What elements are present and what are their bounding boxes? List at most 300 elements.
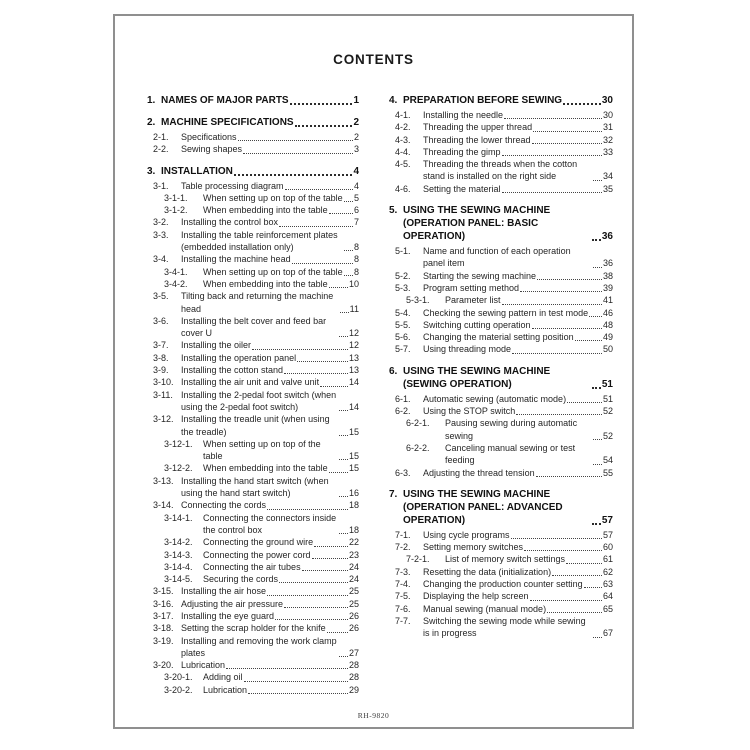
toc-entry xyxy=(147,352,359,364)
toc-entry-page: 39 xyxy=(602,282,613,293)
toc-entry xyxy=(147,671,359,683)
toc-entry-number: 3-7. xyxy=(153,340,169,351)
dotted-leader xyxy=(302,570,348,571)
toc-column-right xyxy=(389,94,613,696)
dotted-leader xyxy=(329,287,348,288)
toc-entry-title: Installing the control box xyxy=(181,217,279,228)
dotted-leader xyxy=(502,304,602,305)
toc-entry-title: Connecting the ground wire xyxy=(203,537,314,548)
toc-entry-number: 1. xyxy=(147,95,156,106)
toc-entry-number: 3-20-2. xyxy=(164,684,193,695)
dotted-leader xyxy=(520,291,602,292)
toc-entry xyxy=(147,635,359,660)
toc-entry-number: 6. xyxy=(389,365,398,377)
toc-entry-number: 5-6. xyxy=(395,332,411,343)
toc-entry-page: 18 xyxy=(348,500,359,511)
dotted-leader xyxy=(312,558,348,559)
dotted-leader xyxy=(592,523,601,525)
dotted-leader xyxy=(532,328,602,329)
toc-entry-page: 25 xyxy=(348,586,359,597)
toc-entry-page: 48 xyxy=(602,319,613,330)
toc-entry xyxy=(389,615,613,640)
dotted-leader xyxy=(248,693,348,694)
toc-entry-number: 5-7. xyxy=(395,344,411,355)
dotted-leader xyxy=(593,180,602,181)
dotted-leader xyxy=(547,612,602,613)
toc-entry-title: Installing the treadle unit (when using the treadle) xyxy=(181,414,330,437)
toc-entry xyxy=(147,549,359,561)
toc-entry-page: 14 xyxy=(348,377,359,388)
toc-entry-page: 62 xyxy=(602,566,613,577)
dotted-leader xyxy=(252,349,348,350)
toc-entry-number: 7-2-1. xyxy=(406,554,430,565)
dotted-leader xyxy=(339,435,348,436)
toc-entry xyxy=(147,512,359,537)
toc-entry-page: 38 xyxy=(602,270,613,281)
toc-entry-page: 26 xyxy=(348,610,359,621)
toc-entry-number: 3-12. xyxy=(153,414,174,425)
toc-entry-title: Adjusting the thread tension xyxy=(423,467,535,478)
dotted-leader xyxy=(524,550,602,551)
toc-entry-title: Setting memory switches xyxy=(423,542,524,553)
toc-entry xyxy=(389,282,613,294)
toc-entry-page: 13 xyxy=(348,352,359,363)
toc-entry xyxy=(389,566,613,578)
toc-entry-page: 31 xyxy=(602,122,613,133)
toc-entry xyxy=(389,146,613,158)
toc-entry xyxy=(389,121,613,133)
toc-entry-page: 51 xyxy=(601,378,613,390)
toc-entry-title: Switching the sewing mode while sewing is in progress xyxy=(423,615,586,639)
toc-entry-number: 7-4. xyxy=(395,579,411,590)
dotted-leader xyxy=(267,595,348,596)
toc-entry-page: 12 xyxy=(348,340,359,351)
toc-entry xyxy=(389,417,613,442)
dotted-leader xyxy=(593,637,602,638)
toc-entry-number: 5. xyxy=(389,205,398,217)
toc-entry-title: Pausing sewing during automatic sewing xyxy=(445,418,578,441)
toc-entry-number: 3-17. xyxy=(153,610,174,621)
dotted-leader xyxy=(532,143,602,144)
toc-entry-title: Parameter list xyxy=(445,295,501,306)
toc-entry-page: 23 xyxy=(348,549,359,560)
dotted-leader xyxy=(285,189,353,190)
dotted-leader xyxy=(340,312,349,313)
dotted-leader xyxy=(563,103,601,105)
toc-entry-number: 2. xyxy=(147,117,156,128)
toc-entry-number: 3-6. xyxy=(153,315,169,326)
toc-entry-page: 36 xyxy=(602,258,613,269)
toc-entry-title: Installing the operation panel xyxy=(181,352,297,363)
toc-entry-page: 29 xyxy=(348,684,359,695)
toc-entry-page: 63 xyxy=(602,579,613,590)
toc-entry-number: 3-14-1. xyxy=(164,512,193,523)
dotted-leader xyxy=(238,140,353,141)
toc-entry xyxy=(147,94,359,107)
dotted-leader xyxy=(593,439,602,440)
toc-entry-number: 6-2-1. xyxy=(406,418,430,429)
toc-entry-title: Changing the material setting position xyxy=(423,332,574,343)
dotted-leader xyxy=(295,125,353,127)
toc-entry-page: 28 xyxy=(348,660,359,671)
dotted-leader xyxy=(244,681,348,682)
toc-entry xyxy=(147,585,359,597)
toc-entry-title: Tilting back and returning the machine head xyxy=(181,291,334,314)
toc-entry-title: Threading the threads when the cotton stand is installed on the right side xyxy=(423,159,578,182)
toc-entry-title: Manual sewing (manual mode) xyxy=(423,603,547,614)
toc-entry-title: Using threading mode xyxy=(423,344,512,355)
toc-entry-title: When embedding into the table xyxy=(203,205,328,216)
toc-entry-number: 2-1. xyxy=(153,132,169,142)
toc-entry-page: 11 xyxy=(349,303,359,314)
toc-entry xyxy=(389,319,613,331)
toc-entry-number: 3-11. xyxy=(153,389,173,400)
toc-entry xyxy=(147,315,359,340)
toc-entry xyxy=(389,183,613,195)
toc-entry xyxy=(147,278,359,290)
toc-entry xyxy=(389,134,613,146)
toc-entry-title: Installing the belt cover and feed bar cover U xyxy=(181,315,327,339)
dotted-leader xyxy=(339,459,348,460)
dotted-leader xyxy=(339,410,348,411)
toc-entry-title: Connecting the air tubes xyxy=(203,561,301,572)
dotted-leader xyxy=(314,546,348,547)
toc-entry-number: 5-2. xyxy=(395,270,411,281)
toc-entry xyxy=(147,499,359,511)
toc-entry xyxy=(147,143,359,155)
dotted-leader xyxy=(320,386,348,387)
dotted-leader xyxy=(329,213,353,214)
toc-entry-page: 51 xyxy=(602,393,613,404)
footer-model-code: RH-9820 xyxy=(357,711,390,720)
toc-entry-number: 6-2-2. xyxy=(406,442,430,453)
dotted-leader xyxy=(537,279,602,280)
toc-entry-number: 3-20. xyxy=(153,660,174,671)
toc-entry-page: 50 xyxy=(602,344,613,355)
dotted-leader xyxy=(575,340,602,341)
dotted-leader xyxy=(292,263,353,264)
toc-entry-title: When setting up on top of the table xyxy=(203,266,343,277)
toc-entry xyxy=(147,462,359,474)
toc-entry-page: 15 xyxy=(348,451,359,462)
toc-entry-page: 67 xyxy=(602,628,613,639)
toc-entry-number: 6-2. xyxy=(395,406,411,417)
toc-entry xyxy=(147,659,359,671)
toc-entry-title: Installing the table reinforcement plates (embedded installation only) xyxy=(181,229,338,253)
toc-entry-page: 28 xyxy=(348,672,359,683)
toc-entry-page: 33 xyxy=(602,146,613,157)
toc-entry-title: When embedding into the table xyxy=(203,278,328,289)
toc-entry-page: 15 xyxy=(348,426,359,437)
toc-entry-page: 57 xyxy=(601,514,613,526)
toc-entry xyxy=(147,622,359,634)
toc-entry-title: Program setting method xyxy=(423,282,520,293)
toc-entry-page: 30 xyxy=(601,95,613,106)
toc-entry-title: When setting up on top of the table xyxy=(203,438,321,462)
dotted-leader xyxy=(339,336,348,337)
toc-entry-number: 7-5. xyxy=(395,591,411,602)
dotted-leader xyxy=(243,153,353,154)
toc-entry-title: Resetting the data (initialization) xyxy=(423,566,552,577)
toc-entry-page: 30 xyxy=(602,110,613,120)
toc-entry xyxy=(389,541,613,553)
toc-entry-page: 60 xyxy=(602,542,613,553)
toc-entry-number: 4-6. xyxy=(395,183,411,194)
toc-entry xyxy=(389,204,613,243)
toc-entry xyxy=(147,610,359,622)
toc-entry-number: 4. xyxy=(389,95,398,106)
toc-entry xyxy=(389,158,613,183)
toc-entry-page: 12 xyxy=(348,328,359,339)
toc-entry-page: 22 xyxy=(348,537,359,548)
toc-entry-page: 24 xyxy=(348,561,359,572)
toc-entry-page: 52 xyxy=(602,406,613,417)
dotted-leader xyxy=(279,226,353,227)
toc-entry-title: Automatic sewing (automatic mode) xyxy=(423,393,567,404)
toc-entry-page: 6 xyxy=(353,205,359,216)
toc-entry-page: 24 xyxy=(348,574,359,585)
dotted-leader xyxy=(566,563,602,564)
dotted-leader xyxy=(589,316,602,317)
toc-entry xyxy=(147,561,359,573)
toc-entry-title: When embedding into the table xyxy=(203,463,328,474)
dotted-leader xyxy=(584,587,602,588)
toc-entry xyxy=(147,204,359,216)
toc-entry-number: 3-14-2. xyxy=(164,537,193,548)
toc-entry-number: 7-1. xyxy=(395,529,411,540)
toc-entry-number: 3-4. xyxy=(153,254,169,265)
toc-entry-title: Starting the sewing machine xyxy=(423,270,537,281)
dotted-leader xyxy=(339,496,348,497)
toc-entry-number: 3-1-1. xyxy=(164,192,188,203)
toc-entry-title: Lubrication xyxy=(181,660,226,671)
dotted-leader xyxy=(567,402,602,403)
toc-entry xyxy=(147,290,359,315)
toc-entry-page: 25 xyxy=(348,598,359,609)
toc-entry-title: Displaying the help screen xyxy=(423,591,529,602)
toc-entry xyxy=(147,216,359,228)
toc-entry-title: Name and function of each operation panel item xyxy=(423,246,571,269)
toc-entry xyxy=(389,109,613,121)
dotted-leader xyxy=(592,239,601,241)
toc-entry xyxy=(147,364,359,376)
toc-entry-number: 6-3. xyxy=(395,467,411,478)
toc-entry-page: 61 xyxy=(602,554,613,565)
toc-entry xyxy=(147,684,359,696)
toc-entry-number: 3-3. xyxy=(153,229,169,240)
toc-entry xyxy=(389,553,613,565)
dotted-leader xyxy=(329,472,348,473)
dotted-leader xyxy=(284,373,348,374)
toc-entry-number: 5-5. xyxy=(395,319,411,330)
toc-entry xyxy=(147,598,359,610)
toc-entry-title: Threading the upper thread xyxy=(423,122,533,133)
toc-entry-title: Installing the air hose xyxy=(181,586,267,597)
toc-entry-page: 18 xyxy=(348,524,359,535)
dotted-leader xyxy=(511,538,602,539)
toc-entry xyxy=(389,365,613,391)
toc-entry-page: 52 xyxy=(602,430,613,441)
toc-entry xyxy=(147,536,359,548)
toc-entry-number: 3-4-2. xyxy=(164,278,188,289)
toc-entry-number: 7-2. xyxy=(395,542,411,553)
toc-entry-page: 8 xyxy=(353,254,359,265)
toc-entry-title: Specifications xyxy=(181,132,237,142)
dotted-leader xyxy=(552,575,602,576)
toc-entry-number: 3-19. xyxy=(153,635,174,646)
toc-entry xyxy=(147,438,359,463)
toc-entry-number: 3-14-4. xyxy=(164,561,193,572)
toc-entry-number: 4-4. xyxy=(395,146,411,157)
toc-entry xyxy=(389,331,613,343)
toc-entry-title: Adding oil xyxy=(203,672,243,683)
dotted-leader xyxy=(533,131,602,132)
toc-entry-title: INSTALLATION xyxy=(161,165,233,177)
toc-entry xyxy=(147,229,359,254)
dotted-leader xyxy=(504,118,602,119)
dotted-leader xyxy=(275,619,348,620)
toc-entry xyxy=(147,116,359,129)
dotted-leader xyxy=(502,155,602,156)
toc-entry-page: 36 xyxy=(601,231,613,243)
toc-entry-title: Installing the machine head xyxy=(181,254,291,265)
toc-entry-title: Lubrication xyxy=(203,684,248,695)
toc-entry-number: 2-2. xyxy=(153,144,169,155)
toc-entry xyxy=(147,376,359,388)
dotted-leader xyxy=(279,582,348,583)
dotted-leader xyxy=(593,267,602,268)
toc-entry-title: MACHINE SPECIFICATIONS xyxy=(161,117,294,128)
toc-entry-title: Installing the 2-pedal foot switch (when using the 2-pedal foot switch) xyxy=(181,389,337,412)
toc-entry-number: 3-10. xyxy=(153,377,174,388)
dotted-leader xyxy=(339,656,348,657)
toc-entry xyxy=(389,603,613,615)
dotted-leader xyxy=(344,275,353,276)
toc-entry-title: Installing the cotton stand xyxy=(181,365,284,376)
toc-entry-page: 4 xyxy=(353,180,359,191)
toc-entry-title: Installing the air unit and valve unit xyxy=(181,377,320,388)
toc-entry-number: 4-1. xyxy=(395,110,411,120)
toc-entry-number: 6-1. xyxy=(395,393,411,404)
toc-entry xyxy=(147,266,359,278)
toc-entry xyxy=(147,131,359,143)
toc-columns xyxy=(115,94,632,696)
toc-entry-title: Threading the gimp xyxy=(423,146,501,157)
toc-entry-page: 8 xyxy=(353,266,359,277)
toc-entry-page: 5 xyxy=(353,192,359,203)
toc-entry-number: 3-8. xyxy=(153,352,169,363)
dotted-leader xyxy=(339,533,348,534)
dotted-leader xyxy=(502,192,602,193)
toc-entry xyxy=(147,165,359,178)
toc-entry xyxy=(389,405,613,417)
toc-entry-title: Adjusting the air pressure xyxy=(181,598,284,609)
toc-entry-title: Installing the oiler xyxy=(181,340,252,351)
toc-entry-page: 57 xyxy=(602,529,613,540)
dotted-leader xyxy=(344,250,353,251)
toc-entry-number: 7-3. xyxy=(395,566,411,577)
toc-entry-page: 41 xyxy=(602,295,613,306)
toc-entry xyxy=(389,488,613,527)
toc-entry-title: Installing the hand start switch (when using the hand start switch) xyxy=(181,475,329,499)
toc-entry-title: Using cycle programs xyxy=(423,529,510,540)
toc-entry-page: 2 xyxy=(353,132,359,142)
document-page xyxy=(113,14,634,729)
toc-entry xyxy=(147,339,359,351)
toc-entry-page: 34 xyxy=(602,171,613,182)
toc-entry-number: 3-15. xyxy=(153,586,174,597)
toc-entry-number: 7-7. xyxy=(395,615,411,626)
toc-entry-title: Connecting the power cord xyxy=(203,549,311,560)
toc-entry xyxy=(389,442,613,467)
toc-entry xyxy=(147,475,359,500)
toc-entry-page: 2 xyxy=(353,117,359,128)
toc-entry-number: 7-6. xyxy=(395,603,411,614)
toc-entry-title: Switching cutting operation xyxy=(423,319,531,330)
toc-entry-page: 1 xyxy=(353,95,359,106)
dotted-leader xyxy=(267,509,348,510)
toc-entry-title: USING THE SEWING MACHINE (OPERATION PANEL: BASIC OPERATION) xyxy=(403,205,551,243)
toc-entry-page: 55 xyxy=(602,467,613,478)
toc-entry-number: 5-4. xyxy=(395,307,411,318)
toc-entry-number: 3-13. xyxy=(153,475,174,486)
toc-entry xyxy=(389,245,613,270)
toc-entry-number: 3-5. xyxy=(153,291,169,302)
toc-entry-number: 4-2. xyxy=(395,122,411,133)
dotted-leader xyxy=(512,353,602,354)
toc-entry-number: 3-14. xyxy=(153,500,174,511)
toc-entry-number: 7. xyxy=(389,488,398,500)
toc-entry-title: Sewing shapes xyxy=(181,144,243,155)
toc-entry-number: 3-9. xyxy=(153,365,169,376)
toc-entry xyxy=(147,192,359,204)
toc-entry-number: 3-18. xyxy=(153,623,174,634)
toc-entry-number: 3-20-1. xyxy=(164,672,193,683)
toc-entry-title: List of memory switch settings xyxy=(445,554,566,565)
toc-entry-title: Connecting the connectors inside the control box xyxy=(203,512,337,535)
toc-entry-title: Table processing diagram xyxy=(181,180,284,191)
toc-entry-number: 5-3. xyxy=(395,282,411,293)
toc-entry-number: 3-16. xyxy=(153,598,174,609)
dotted-leader xyxy=(226,668,348,669)
toc-entry xyxy=(389,578,613,590)
toc-entry-page: 35 xyxy=(602,183,613,194)
toc-entry xyxy=(389,529,613,541)
toc-entry-title: PREPARATION BEFORE SEWING xyxy=(403,95,563,106)
toc-entry xyxy=(389,294,613,306)
toc-entry xyxy=(389,307,613,319)
toc-entry-page: 54 xyxy=(602,455,613,466)
dotted-leader xyxy=(516,414,602,415)
toc-entry-number: 5-1. xyxy=(395,246,411,257)
toc-entry xyxy=(147,573,359,585)
dotted-leader xyxy=(290,103,353,105)
toc-entry-title: USING THE SEWING MACHINE (OPERATION PANEL: ADVANCED OPERATION) xyxy=(403,488,563,526)
dotted-leader xyxy=(530,600,602,601)
toc-entry-page: 64 xyxy=(602,591,613,602)
toc-entry-number: 3-1-2. xyxy=(164,205,188,216)
toc-entry-title: NAMES OF MAJOR PARTS xyxy=(161,95,289,106)
toc-entry-page: 49 xyxy=(602,332,613,343)
toc-entry xyxy=(389,393,613,405)
dotted-leader xyxy=(284,607,348,608)
toc-entry-number: 4-3. xyxy=(395,134,411,145)
page-title: CONTENTS xyxy=(333,52,414,67)
toc-entry-title: Installing and removing the work clamp plates xyxy=(181,635,337,658)
dotted-leader xyxy=(592,387,601,389)
toc-entry xyxy=(147,253,359,265)
toc-entry xyxy=(389,343,613,355)
